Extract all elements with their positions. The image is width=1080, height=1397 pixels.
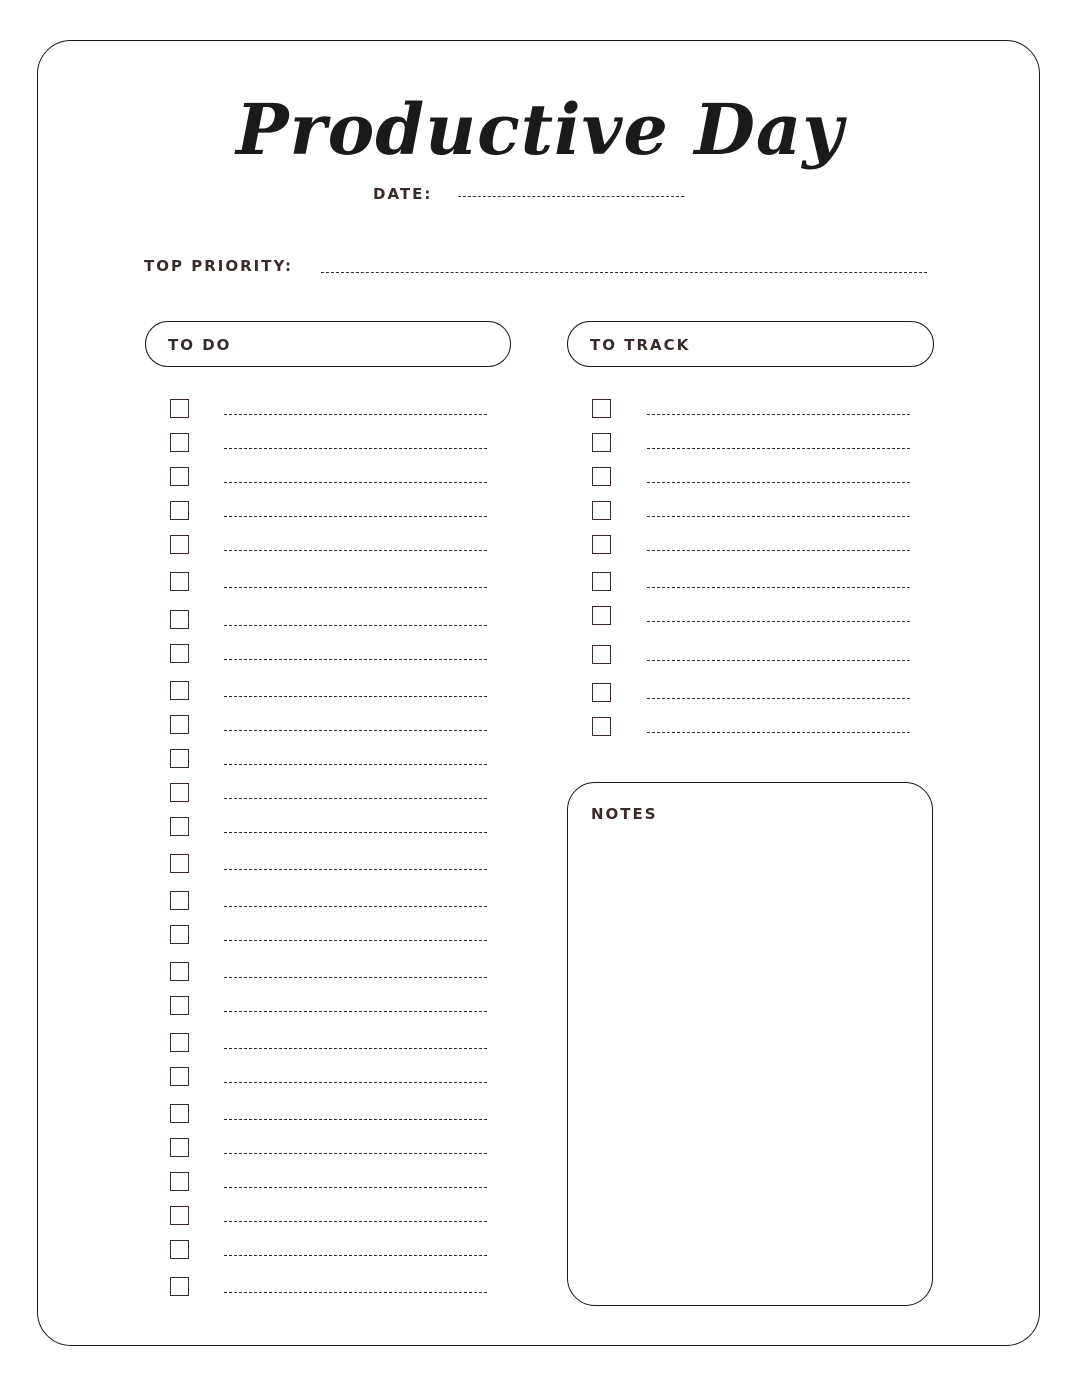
todo-item-line[interactable] xyxy=(224,1119,487,1120)
track-item-checkbox[interactable] xyxy=(592,399,611,418)
date-label: DATE: xyxy=(373,185,433,203)
todo-item-checkbox[interactable] xyxy=(170,644,189,663)
todo-item-line[interactable] xyxy=(224,516,487,517)
notes-box[interactable] xyxy=(567,782,933,1306)
todo-item-checkbox[interactable] xyxy=(170,1033,189,1052)
date-field[interactable] xyxy=(458,196,684,197)
todo-item-checkbox[interactable] xyxy=(170,996,189,1015)
todo-item-line[interactable] xyxy=(224,414,487,415)
track-item-checkbox[interactable] xyxy=(592,683,611,702)
todo-item-line[interactable] xyxy=(224,482,487,483)
todo-item-checkbox[interactable] xyxy=(170,610,189,629)
todo-item-line[interactable] xyxy=(224,977,487,978)
todo-item-checkbox[interactable] xyxy=(170,681,189,700)
track-item-checkbox[interactable] xyxy=(592,572,611,591)
todo-item-line[interactable] xyxy=(224,587,487,588)
track-item-line[interactable] xyxy=(647,587,910,588)
todo-item-checkbox[interactable] xyxy=(170,891,189,910)
track-item-checkbox[interactable] xyxy=(592,501,611,520)
track-item-checkbox[interactable] xyxy=(592,717,611,736)
notes-header-label: NOTES xyxy=(591,805,658,823)
todo-item-line[interactable] xyxy=(224,1255,487,1256)
track-item-line[interactable] xyxy=(647,516,910,517)
todo-item-line[interactable] xyxy=(224,1221,487,1222)
todo-item-line[interactable] xyxy=(224,1082,487,1083)
todo-header-label: TO DO xyxy=(168,336,232,354)
track-item-checkbox[interactable] xyxy=(592,433,611,452)
track-header xyxy=(567,321,934,367)
track-item-line[interactable] xyxy=(647,448,910,449)
todo-item-checkbox[interactable] xyxy=(170,749,189,768)
todo-item-line[interactable] xyxy=(224,832,487,833)
track-item-checkbox[interactable] xyxy=(592,645,611,664)
track-item-line[interactable] xyxy=(647,732,910,733)
todo-item-checkbox[interactable] xyxy=(170,854,189,873)
todo-item-line[interactable] xyxy=(224,906,487,907)
todo-header xyxy=(145,321,511,367)
todo-item-checkbox[interactable] xyxy=(170,399,189,418)
todo-item-checkbox[interactable] xyxy=(170,1277,189,1296)
todo-item-checkbox[interactable] xyxy=(170,1067,189,1086)
todo-item-line[interactable] xyxy=(224,940,487,941)
todo-item-line[interactable] xyxy=(224,659,487,660)
todo-item-line[interactable] xyxy=(224,1292,487,1293)
track-item-line[interactable] xyxy=(647,660,910,661)
todo-item-checkbox[interactable] xyxy=(170,1138,189,1157)
todo-item-line[interactable] xyxy=(224,625,487,626)
todo-item-line[interactable] xyxy=(224,1187,487,1188)
top-priority-label: TOP PRIORITY: xyxy=(144,257,293,275)
track-item-checkbox[interactable] xyxy=(592,606,611,625)
track-item-line[interactable] xyxy=(647,550,910,551)
todo-item-checkbox[interactable] xyxy=(170,1240,189,1259)
todo-item-line[interactable] xyxy=(224,1048,487,1049)
todo-item-line[interactable] xyxy=(224,1153,487,1154)
todo-item-checkbox[interactable] xyxy=(170,817,189,836)
track-item-line[interactable] xyxy=(647,621,910,622)
todo-item-line[interactable] xyxy=(224,764,487,765)
track-header-label: TO TRACK xyxy=(590,336,691,354)
todo-item-line[interactable] xyxy=(224,730,487,731)
todo-item-line[interactable] xyxy=(224,869,487,870)
todo-item-checkbox[interactable] xyxy=(170,783,189,802)
track-item-line[interactable] xyxy=(647,698,910,699)
track-item-checkbox[interactable] xyxy=(592,535,611,554)
todo-item-checkbox[interactable] xyxy=(170,467,189,486)
todo-item-checkbox[interactable] xyxy=(170,1172,189,1191)
todo-item-checkbox[interactable] xyxy=(170,535,189,554)
todo-item-line[interactable] xyxy=(224,798,487,799)
todo-item-checkbox[interactable] xyxy=(170,572,189,591)
todo-item-line[interactable] xyxy=(224,696,487,697)
track-item-checkbox[interactable] xyxy=(592,467,611,486)
todo-item-line[interactable] xyxy=(224,1011,487,1012)
todo-item-checkbox[interactable] xyxy=(170,925,189,944)
page-title: Productive Day xyxy=(236,88,844,171)
todo-item-checkbox[interactable] xyxy=(170,433,189,452)
todo-item-line[interactable] xyxy=(224,448,487,449)
todo-item-checkbox[interactable] xyxy=(170,962,189,981)
track-item-line[interactable] xyxy=(647,414,910,415)
top-priority-field[interactable] xyxy=(321,272,927,273)
todo-item-line[interactable] xyxy=(224,550,487,551)
todo-item-checkbox[interactable] xyxy=(170,1104,189,1123)
track-item-line[interactable] xyxy=(647,482,910,483)
todo-item-checkbox[interactable] xyxy=(170,501,189,520)
todo-item-checkbox[interactable] xyxy=(170,715,189,734)
todo-item-checkbox[interactable] xyxy=(170,1206,189,1225)
